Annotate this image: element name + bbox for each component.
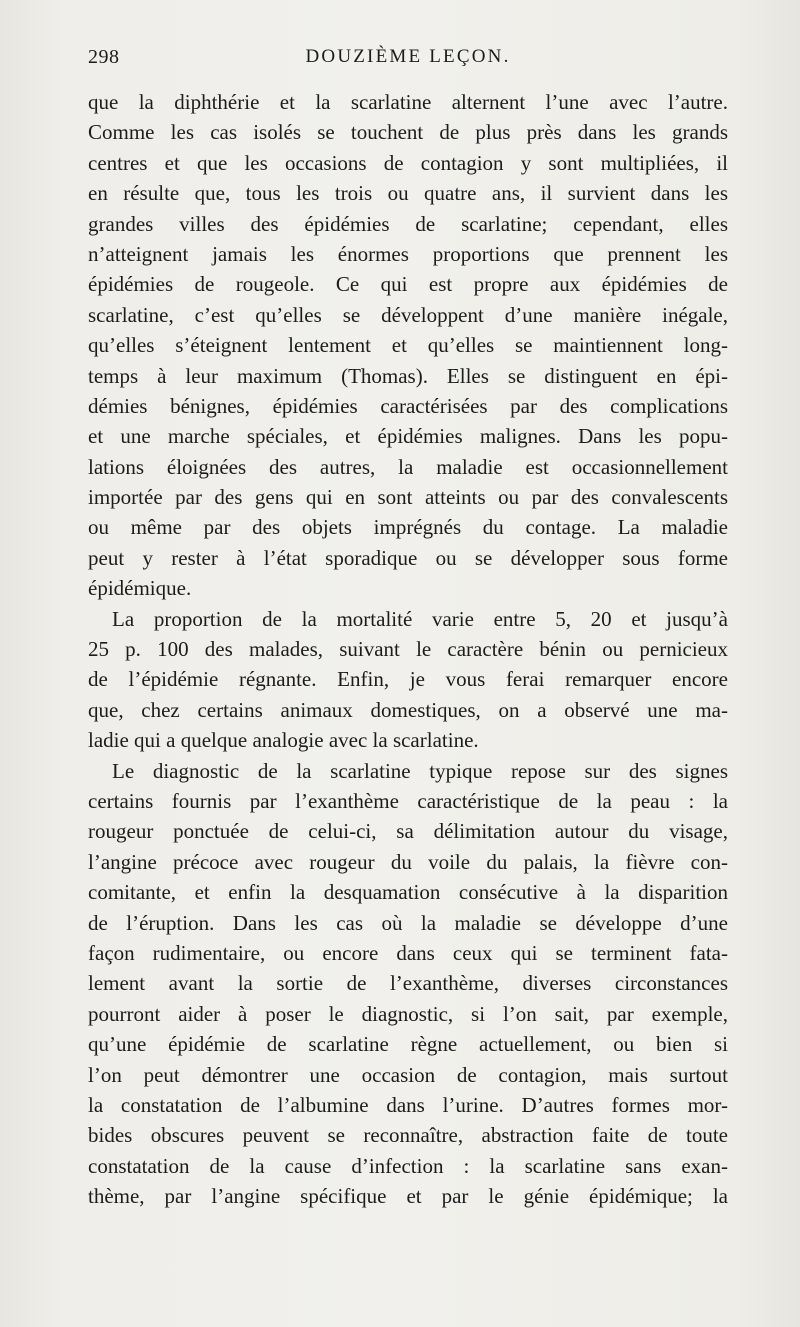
text-line: ou même par des objets imprégnés du contage. La maladie bbox=[88, 515, 728, 540]
text-line: en résulte que, tous les trois ou quatre ans, il survient dans les bbox=[88, 181, 728, 206]
text-line: ladie qui a quelque analogie avec la scarlatine. bbox=[88, 728, 479, 753]
text-line: qu’elles s’éteignent lentement et qu’elles se maintiennent long- bbox=[88, 333, 728, 358]
text-line: peut y rester à l’état sporadique ou se développer sous forme bbox=[88, 545, 728, 570]
running-head bbox=[88, 46, 728, 76]
text-line: de l’épidémie régnante. Enfin, je vous ferai remarquer encore bbox=[88, 667, 728, 692]
text-line: scarlatine, c’est qu’elles se développent d’une manière inégale, bbox=[88, 302, 728, 327]
text-line: lations éloignées des autres, la maladie est occasionnellement bbox=[88, 454, 728, 479]
paragraph-first-line: Le diagnostic de la scarlatine typique repose sur des signes bbox=[112, 758, 728, 783]
text-line: bides obscures peuvent se reconnaître, abstraction faite de toute bbox=[88, 1123, 728, 1148]
text-line: rougeur ponctuée de celui-ci, sa délimitation autour du visage, bbox=[88, 819, 728, 844]
text-line: et une marche spéciales, et épidémies malignes. Dans les popu- bbox=[88, 424, 728, 449]
text-line: comitante, et enfin la desquamation consécutive à la disparition bbox=[88, 880, 728, 905]
text-line: pourront aider à poser le diagnostic, si l’on sait, par exemple, bbox=[88, 1001, 728, 1026]
paragraph-first-line: La proportion de la mortalité varie entre 5, 20 et jusqu’à bbox=[112, 606, 728, 631]
text-line: temps à leur maximum (Thomas). Elles se distinguent en épi- bbox=[88, 363, 728, 388]
text-line: façon rudimentaire, ou encore dans ceux qui se terminent fata- bbox=[88, 940, 728, 965]
text-line: constatation de la cause d’infection : la scarlatine sans exan- bbox=[88, 1153, 728, 1178]
text-line: importée par des gens qui en sont atteints ou par des convalescents bbox=[88, 485, 728, 510]
text-line: l’on peut démontrer une occasion de contagion, mais surtout bbox=[88, 1062, 728, 1087]
body-text bbox=[88, 87, 728, 1211]
text-line: Comme les cas isolés se touchent de plus près dans les grands bbox=[88, 120, 728, 145]
text-line: que, chez certains animaux domestiques, on a observé une ma- bbox=[88, 697, 728, 722]
text-line: grandes villes des épidémies de scarlatine; cependant, elles bbox=[88, 211, 728, 236]
text-line: certains fournis par l’exanthème caractéristique de la peau : la bbox=[88, 788, 728, 813]
text-line: la constatation de l’albumine dans l’urine. D’autres formes mor- bbox=[88, 1092, 728, 1117]
text-line: 25 p. 100 des malades, suivant le caractère bénin ou pernicieux bbox=[88, 637, 728, 662]
text-line: de l’éruption. Dans les cas où la maladie se développe d’une bbox=[88, 910, 728, 935]
text-line: l’angine précoce avec rougeur du voile du palais, la fièvre con- bbox=[88, 849, 728, 874]
text-line: épidémies de rougeole. Ce qui est propre aux épidémies de bbox=[88, 272, 728, 297]
text-line: lement avant la sortie de l’exanthème, diverses circonstances bbox=[88, 971, 728, 996]
running-title: DOUZIÈME LEÇON. bbox=[305, 46, 511, 67]
page-number: 298 bbox=[88, 46, 120, 68]
text-line: n’atteignent jamais les énormes proportions que prennent les bbox=[88, 241, 728, 266]
text-line: démies bénignes, épidémies caractérisées par des complications bbox=[88, 393, 728, 418]
text-line: qu’une épidémie de scarlatine règne actuellement, ou bien si bbox=[88, 1032, 728, 1057]
text-line: que la diphthérie et la scarlatine alternent l’une avec l’autre. bbox=[88, 90, 728, 114]
text-line: épidémique. bbox=[88, 576, 192, 601]
text-line: centres et que les occasions de contagion y sont multipliées, il bbox=[88, 150, 728, 175]
text-line: thème, par l’angine spécifique et par le génie épidémique; la bbox=[88, 1184, 728, 1209]
